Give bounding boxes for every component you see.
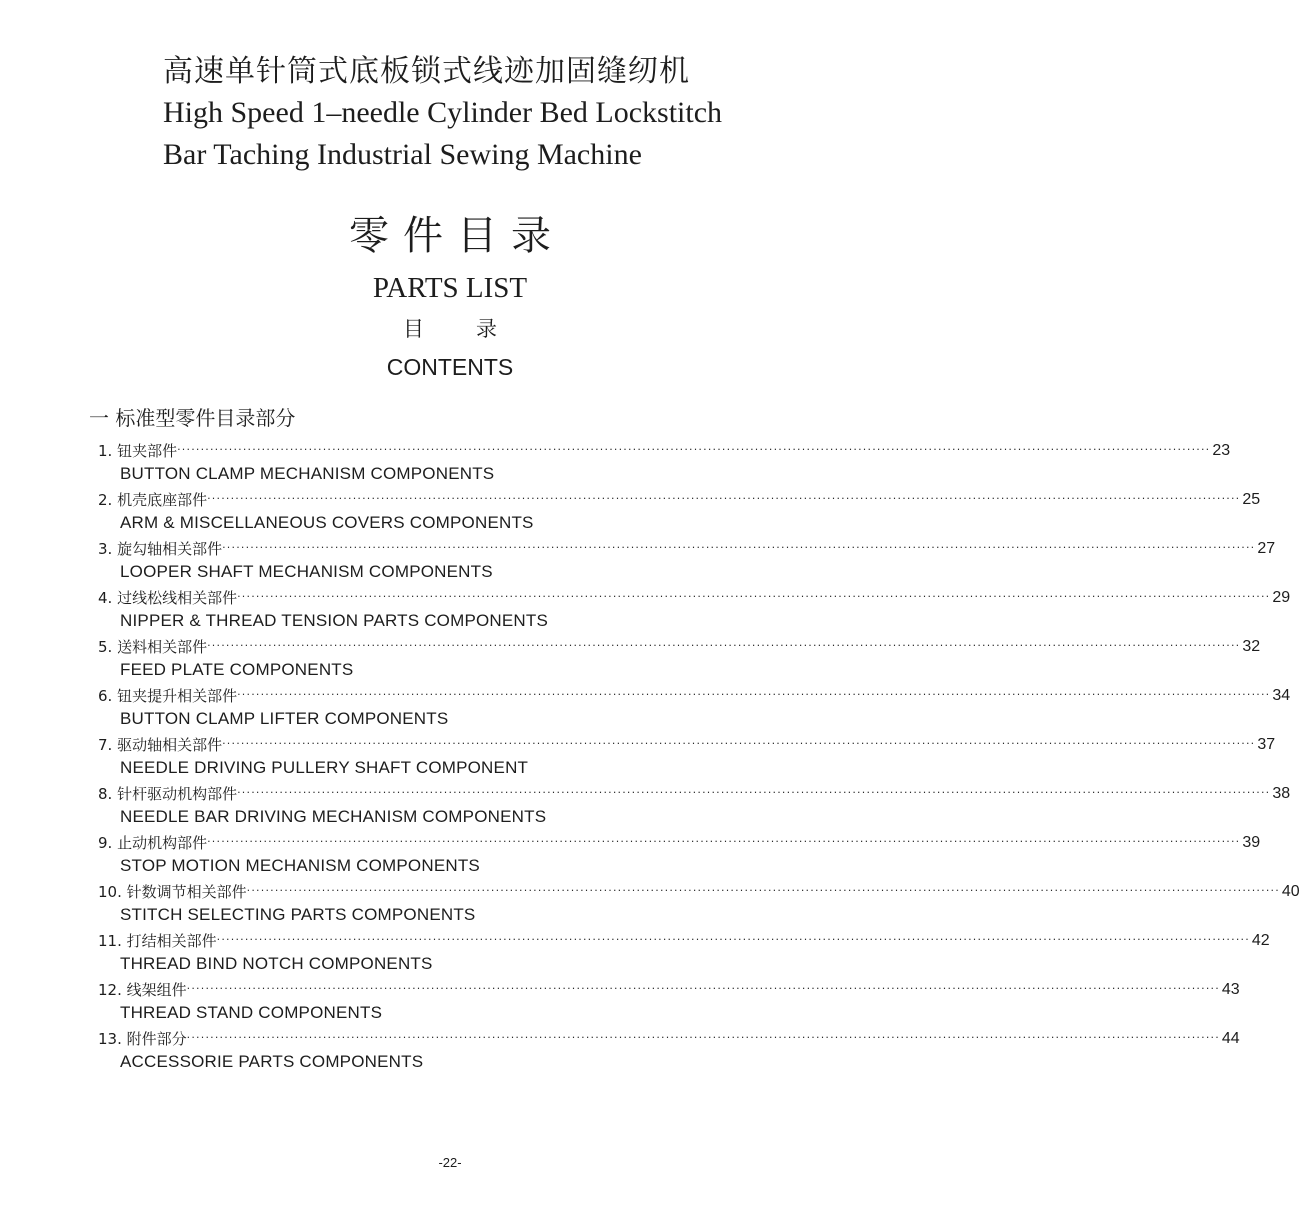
- toc-entry-title-english: BUTTON CLAMP LIFTER COMPONENTS: [120, 709, 449, 728]
- toc-entry[interactable]: [98, 879, 1300, 928]
- toc-entry-title-chinese: 针数调节相关部件: [126, 883, 247, 901]
- toc-entry-line: [98, 634, 1261, 658]
- toc-leader-dots: ····························································································································································································································: [237, 590, 1271, 603]
- toc-entry-line: [98, 732, 1276, 756]
- toc-leader-dots: ····························································································································································································································: [246, 884, 1280, 897]
- toc-entry-line: [98, 438, 1231, 462]
- toc-entry-page: 43: [1221, 981, 1240, 998]
- toc-entry-number: 9.: [98, 834, 113, 852]
- toc-entry-title-english: THREAD BIND NOTCH COMPONENTS: [120, 954, 433, 973]
- contents-heading-english: CONTENTS: [386, 354, 514, 380]
- toc-entry-number: 1.: [98, 442, 113, 460]
- toc-entry-number: 7.: [98, 736, 113, 754]
- toc-entry[interactable]: [98, 830, 1261, 879]
- toc-entry[interactable]: [98, 634, 1261, 683]
- toc-entry[interactable]: [98, 487, 1261, 536]
- toc-entry-page: 39: [1242, 834, 1261, 851]
- toc-entry-page: 32: [1242, 638, 1261, 655]
- toc-entry-title-english: STOP MOTION MECHANISM COMPONENTS: [120, 856, 480, 875]
- toc-entry-page: 27: [1257, 540, 1276, 557]
- toc-entry-page: 44: [1221, 1030, 1240, 1047]
- toc-entry-page: 42: [1251, 932, 1270, 949]
- toc-leader-dots: ····························································································································································································································: [237, 786, 1271, 799]
- toc-entry-line: [98, 1026, 1240, 1050]
- toc-entry[interactable]: [98, 438, 1231, 487]
- toc-entry-title-english: FEED PLATE COMPONENTS: [120, 660, 354, 679]
- toc-entry-page: 29: [1272, 589, 1291, 606]
- toc-entry-title-english: NEEDLE BAR DRIVING MECHANISM COMPONENTS: [120, 807, 547, 826]
- toc-entry-line: [98, 781, 1291, 805]
- toc-entry-title-chinese: 过线松线相关部件: [117, 589, 238, 607]
- toc-entry[interactable]: [98, 683, 1291, 732]
- toc-entry[interactable]: [98, 781, 1291, 830]
- toc-entry-title-chinese: 机壳底座部件: [117, 491, 208, 509]
- toc-entry-page: 25: [1242, 491, 1261, 508]
- toc-entry-title-chinese: 止动机构部件: [117, 834, 208, 852]
- toc-entry-page: 34: [1272, 687, 1291, 704]
- toc-entry-line: [98, 536, 1276, 560]
- toc-entry-title-chinese: 打结相关部件: [126, 932, 217, 950]
- title-chinese: 高速单针筒式底板锁式线迹加固缝纫机: [163, 54, 690, 89]
- toc-entry-title-chinese: 附件部分: [126, 1030, 187, 1048]
- toc-leader-dots: ····························································································································································································································: [177, 443, 1211, 456]
- contents-heading-chinese: 目录: [403, 317, 549, 341]
- toc-leader-dots: ····························································································································································································································: [207, 835, 1241, 848]
- toc-entry-title-chinese: 驱动轴相关部件: [117, 736, 223, 754]
- toc-entry-title-english: ACCESSORIE PARTS COMPONENTS: [120, 1052, 424, 1071]
- toc-entry-title-chinese: 钮夹提升相关部件: [117, 687, 238, 705]
- toc-entry-title-chinese: 针杆驱动机构部件: [117, 785, 238, 803]
- toc-entry[interactable]: [98, 928, 1270, 977]
- toc-entry-title-english: STITCH SELECTING PARTS COMPONENTS: [120, 905, 476, 924]
- toc-entry-title-chinese: 线架组件: [126, 981, 187, 999]
- toc-entry-page: 37: [1257, 736, 1276, 753]
- toc-entry-line: [98, 977, 1240, 1001]
- parts-list-heading-english: PARTS LIST: [372, 272, 528, 304]
- toc-leader-dots: ····························································································································································································································: [237, 688, 1271, 701]
- title-english-line1: High Speed 1–needle Cylinder Bed Lockstitch: [163, 96, 723, 129]
- page-number: -22-: [438, 1155, 462, 1170]
- toc-entry-number: 5.: [98, 638, 113, 656]
- toc-entry-page: 38: [1272, 785, 1291, 802]
- toc-leader-dots: ····························································································································································································································: [222, 737, 1256, 750]
- toc-entry-number: 11.: [98, 932, 122, 950]
- toc-entry-title-chinese: 钮夹部件: [117, 442, 178, 460]
- toc-leader-dots: ····························································································································································································································: [186, 1031, 1220, 1044]
- table-of-contents: [98, 438, 1300, 1075]
- section-heading: 一 标准型零件目录部分: [89, 406, 296, 430]
- toc-leader-dots: ····························································································································································································································: [207, 639, 1241, 652]
- toc-entry-title-english: THREAD STAND COMPONENTS: [120, 1003, 383, 1022]
- toc-entry-number: 6.: [98, 687, 113, 705]
- toc-entry-title-english: ARM & MISCELLANEOUS COVERS COMPONENTS: [120, 513, 534, 532]
- toc-entry-number: 8.: [98, 785, 113, 803]
- toc-entry-title-chinese: 送料相关部件: [117, 638, 208, 656]
- toc-entry-line: [98, 585, 1291, 609]
- toc-leader-dots: ····························································································································································································································: [222, 541, 1256, 554]
- toc-entry-line: [98, 830, 1261, 854]
- toc-leader-dots: ····························································································································································································································: [186, 982, 1220, 995]
- parts-list-heading-chinese: 零件目录: [349, 213, 565, 259]
- toc-entry-title-chinese: 旋勾轴相关部件: [117, 540, 223, 558]
- toc-entry-number: 12.: [98, 981, 122, 999]
- toc-entry-page: 40: [1281, 883, 1300, 900]
- toc-entry-line: [98, 683, 1291, 707]
- toc-entry-line: [98, 487, 1261, 511]
- title-block: [163, 52, 803, 176]
- toc-entry[interactable]: [98, 977, 1240, 1026]
- toc-entry[interactable]: [98, 732, 1276, 781]
- toc-entry-line: [98, 928, 1270, 952]
- toc-entry[interactable]: [98, 585, 1291, 634]
- toc-entry-number: 3.: [98, 540, 113, 558]
- toc-leader-dots: ····························································································································································································································: [207, 492, 1241, 505]
- toc-entry-number: 13.: [98, 1030, 122, 1048]
- toc-entry-title-english: NIPPER & THREAD TENSION PARTS COMPONENTS: [120, 611, 549, 630]
- toc-entry-line: [98, 879, 1300, 903]
- title-english-line2: Bar Taching Industrial Sewing Machine: [163, 138, 642, 171]
- toc-entry-title-english: NEEDLE DRIVING PULLERY SHAFT COMPONENT: [120, 758, 529, 777]
- toc-leader-dots: ····························································································································································································································: [216, 933, 1250, 946]
- toc-entry[interactable]: [98, 536, 1276, 585]
- toc-entry-title-english: BUTTON CLAMP MECHANISM COMPONENTS: [120, 464, 495, 483]
- toc-entry-number: 4.: [98, 589, 113, 607]
- toc-entry[interactable]: [98, 1026, 1240, 1075]
- toc-entry-title-english: LOOPER SHAFT MECHANISM COMPONENTS: [120, 562, 493, 581]
- toc-entry-number: 10.: [98, 883, 122, 901]
- toc-entry-number: 2.: [98, 491, 113, 509]
- toc-entry-page: 23: [1212, 442, 1231, 459]
